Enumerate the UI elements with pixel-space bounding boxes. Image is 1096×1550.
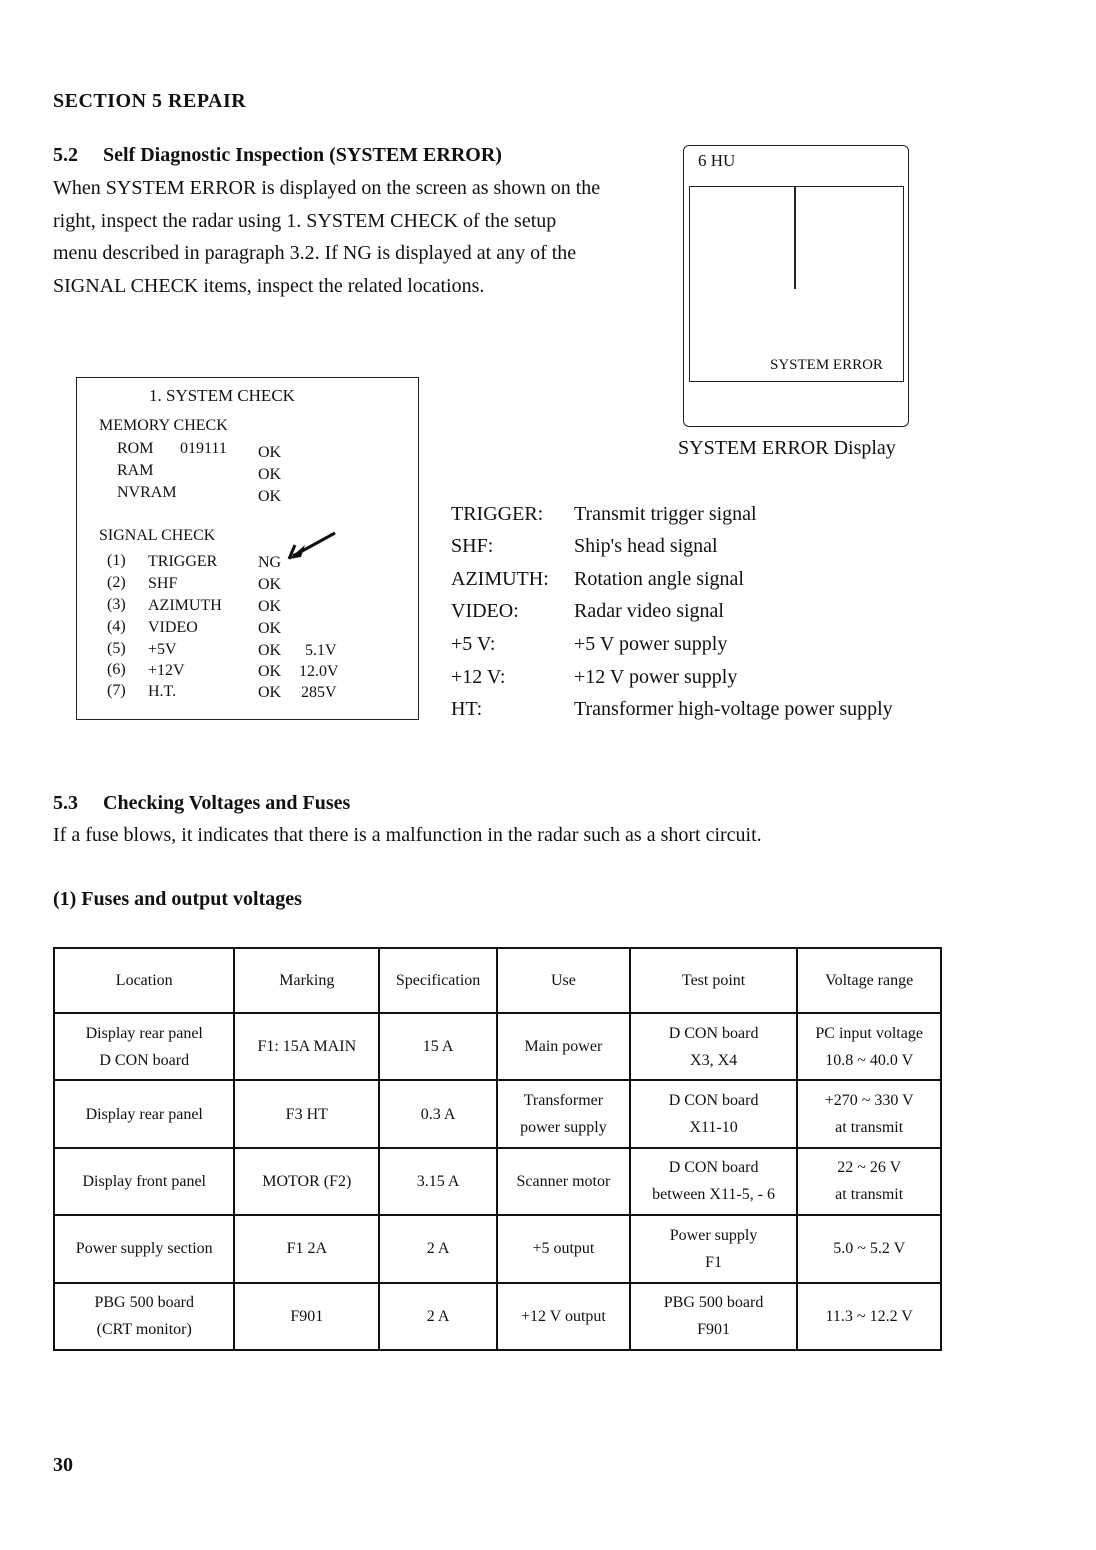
signal-value: 285V	[301, 684, 337, 701]
spec-cell: 0.3 A	[379, 1080, 497, 1147]
column-header: Location	[54, 948, 234, 1013]
marking-cell: F1 2A	[234, 1215, 379, 1282]
cell-line: D CON board	[668, 1024, 759, 1042]
test-point-cell	[630, 1148, 798, 1215]
cell-line: between X11-5, - 6	[652, 1186, 776, 1204]
test-point-cell	[630, 1080, 798, 1147]
signal-desc: +5 V power supply	[574, 633, 728, 655]
signal-name: +12V	[148, 662, 185, 679]
location-cell	[54, 1215, 234, 1282]
table-row	[54, 1283, 941, 1350]
signal-desc: Transformer high-voltage power supply	[574, 698, 893, 720]
table-row	[54, 1013, 941, 1080]
cell-line: +5 output	[532, 1240, 595, 1258]
marking-cell: F3 HT	[234, 1080, 379, 1147]
signal-desc: Ship's head signal	[574, 535, 718, 557]
use-cell	[497, 1283, 630, 1350]
system-check-screen	[76, 377, 419, 720]
column-header: Test point	[630, 948, 798, 1013]
section-5-2-heading	[53, 144, 502, 167]
signal-key: HT:	[451, 698, 483, 720]
cell-line: +270 ~ 330 V	[824, 1092, 914, 1110]
column-header: Voltage range	[797, 948, 941, 1013]
section-header: SECTION 5 REPAIR	[53, 90, 247, 112]
signal-name: AZIMUTH	[148, 597, 222, 614]
cell-line: at transmit	[835, 1119, 904, 1137]
cell-line: PC input voltage	[815, 1024, 923, 1042]
signal-index: (1)	[107, 552, 126, 569]
cell-line: Display rear panel	[85, 1105, 203, 1123]
signal-status: OK	[258, 620, 282, 637]
cell-line: at transmit	[835, 1186, 904, 1204]
signal-value: 12.0V	[299, 663, 339, 680]
signal-status: OK	[258, 598, 282, 615]
fuses-subtitle: (1) Fuses and output voltages	[53, 888, 302, 910]
signal-key: TRIGGER:	[451, 503, 544, 525]
signal-key: +5 V:	[451, 633, 496, 655]
table-row	[54, 1215, 941, 1282]
section-5-3-heading	[53, 792, 350, 815]
location-cell	[54, 1148, 234, 1215]
spec-cell: 2 A	[379, 1215, 497, 1282]
heading-mode-label: 6 HU	[698, 151, 736, 170]
spec-cell: 15 A	[379, 1013, 497, 1080]
memory-name: NVRAM	[117, 484, 177, 501]
cell-line: Display rear panel	[85, 1024, 203, 1042]
cell-line: D CON board	[99, 1051, 190, 1069]
section-5-2-paragraph	[53, 172, 663, 302]
cell-line: 10.8 ~ 40.0 V	[825, 1051, 914, 1069]
table-row	[54, 1148, 941, 1215]
memory-status: OK	[258, 466, 282, 483]
cell-line: D CON board	[668, 1159, 759, 1177]
location-cell	[54, 1013, 234, 1080]
system-error-message: SYSTEM ERROR	[770, 357, 883, 373]
section-5-3-text: If a fuse blows, it indicates that there is a malfunction in the radar such as a short circuit.	[53, 824, 762, 846]
signal-status: NG	[258, 554, 282, 571]
memory-version: 019111	[180, 440, 227, 457]
column-header: Marking	[234, 948, 379, 1013]
cell-line: F901	[697, 1321, 731, 1339]
cell-line: X11-10	[689, 1119, 738, 1137]
section-number: 5.2	[53, 144, 78, 166]
cell-line: X3, X4	[690, 1051, 738, 1069]
voltage-cell	[797, 1215, 941, 1282]
signal-name: H.T.	[148, 683, 177, 700]
system-check-title: 1. SYSTEM CHECK	[149, 386, 295, 405]
cell-line: +12 V output	[520, 1307, 606, 1325]
paragraph-line: right, inspect the radar using 1. SYSTEM CHECK of the setup	[53, 209, 557, 232]
signal-key: +12 V:	[451, 666, 506, 688]
memory-status: OK	[258, 488, 282, 505]
memory-name: ROM	[117, 440, 154, 457]
cell-line: PBG 500 board	[663, 1294, 764, 1312]
cell-line: Transformer	[523, 1092, 604, 1110]
use-cell	[497, 1013, 630, 1080]
table-row	[54, 1080, 941, 1147]
cell-line: 11.3 ~ 12.2 V	[825, 1307, 913, 1325]
signal-status: OK	[258, 684, 282, 701]
cell-line: D CON board	[668, 1092, 759, 1110]
cell-line: Power supply section	[75, 1240, 213, 1258]
section-title: Self Diagnostic Inspection (SYSTEM ERROR)	[103, 144, 502, 166]
cell-line: power supply	[520, 1119, 607, 1137]
signal-index: (6)	[107, 661, 126, 678]
use-cell	[497, 1080, 630, 1147]
section-number: 5.3	[53, 792, 78, 814]
voltage-cell	[797, 1148, 941, 1215]
paragraph-line: SIGNAL CHECK items, inspect the related locations.	[53, 274, 485, 297]
signal-name: +5V	[148, 641, 177, 658]
cell-line: Display front panel	[82, 1172, 206, 1190]
signal-desc: Transmit trigger signal	[574, 503, 757, 525]
paragraph-line: menu described in paragraph 3.2. If NG is displayed at any of the	[53, 242, 577, 264]
fuses-table	[53, 947, 942, 1351]
test-point-cell	[630, 1013, 798, 1080]
signal-name: TRIGGER	[148, 553, 218, 570]
signal-status: OK	[258, 663, 282, 680]
signal-desc: Rotation angle signal	[574, 568, 744, 590]
signal-desc: Radar video signal	[574, 600, 724, 622]
signal-index: (4)	[107, 618, 126, 635]
voltage-cell	[797, 1080, 941, 1147]
marking-cell: F901	[234, 1283, 379, 1350]
signal-status: OK	[258, 576, 282, 593]
cell-line: 5.0 ~ 5.2 V	[833, 1240, 906, 1258]
spec-cell: 3.15 A	[379, 1148, 497, 1215]
error-display-caption: SYSTEM ERROR Display	[678, 437, 896, 459]
signal-name: VIDEO	[148, 619, 198, 636]
column-header: Specification	[379, 948, 497, 1013]
column-header: Use	[497, 948, 630, 1013]
signal-value: 5.1V	[305, 642, 337, 659]
cell-line: (CRT monitor)	[96, 1321, 192, 1339]
voltage-cell	[797, 1283, 941, 1350]
test-point-cell	[630, 1283, 798, 1350]
signal-status: OK	[258, 642, 282, 659]
test-point-cell	[630, 1215, 798, 1282]
cell-line: F1	[705, 1253, 723, 1271]
cell-line: Power supply	[669, 1226, 758, 1244]
signal-index: (3)	[107, 596, 126, 613]
use-cell	[497, 1148, 630, 1215]
signal-key: AZIMUTH:	[451, 568, 549, 590]
signal-index: (2)	[107, 574, 126, 591]
cell-line: 22 ~ 26 V	[837, 1159, 902, 1177]
marking-cell: F1: 15A MAIN	[234, 1013, 379, 1080]
signal-desc: +12 V power supply	[574, 666, 738, 688]
signal-key: SHF:	[451, 535, 494, 557]
page-number: 30	[53, 1454, 73, 1476]
signal-index: (5)	[107, 640, 126, 657]
cell-line: Scanner motor	[516, 1172, 611, 1190]
signal-check-label: SIGNAL CHECK	[99, 527, 216, 544]
section-title: Checking Voltages and Fuses	[103, 792, 351, 814]
signal-name: SHF	[148, 575, 178, 592]
signal-key: VIDEO:	[451, 600, 519, 622]
location-cell	[54, 1080, 234, 1147]
marking-cell: MOTOR (F2)	[234, 1148, 379, 1215]
radar-screen	[689, 186, 904, 382]
ng-pointer-arrow-icon	[285, 529, 337, 563]
cell-line: Main power	[524, 1038, 603, 1056]
memory-name: RAM	[117, 462, 154, 479]
paragraph-line: When SYSTEM ERROR is displayed on the screen as shown on the	[53, 177, 601, 199]
memory-check-label: MEMORY CHECK	[99, 417, 228, 434]
cell-line: PBG 500 board	[94, 1294, 195, 1312]
signal-index: (7)	[107, 682, 126, 699]
heading-line	[794, 187, 796, 289]
spec-cell: 2 A	[379, 1283, 497, 1350]
memory-status: OK	[258, 444, 282, 461]
location-cell	[54, 1283, 234, 1350]
voltage-cell	[797, 1013, 941, 1080]
table-header-row	[54, 948, 941, 1013]
use-cell	[497, 1215, 630, 1282]
